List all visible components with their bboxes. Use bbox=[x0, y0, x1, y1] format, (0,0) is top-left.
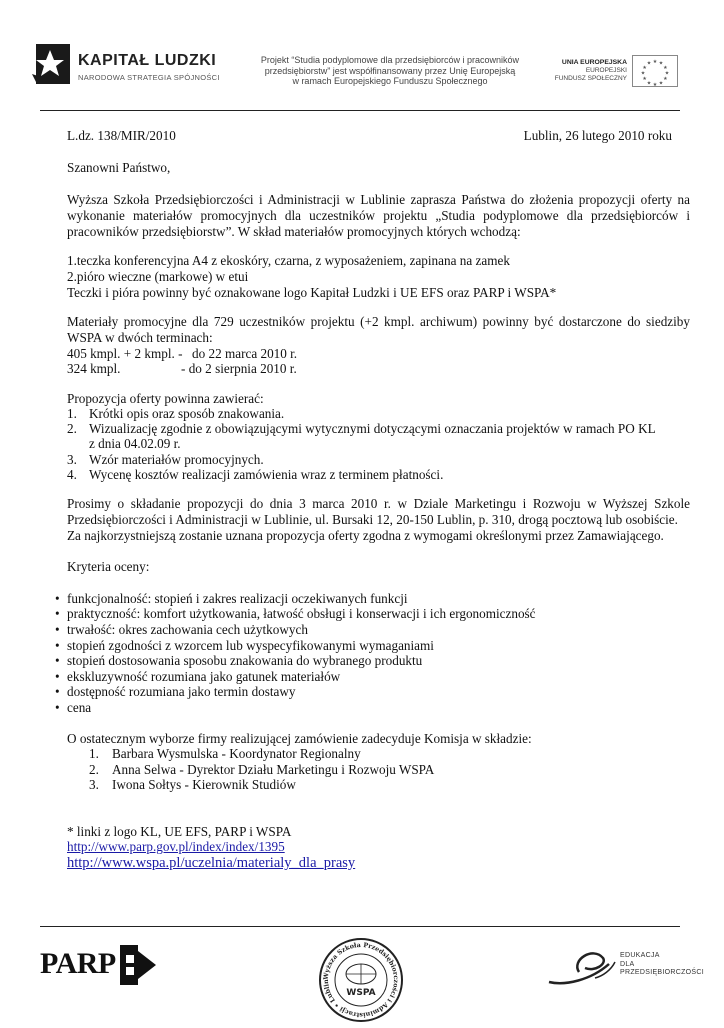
svg-text:★: ★ bbox=[640, 70, 646, 77]
eu-line: EUROPEJSKI bbox=[585, 67, 627, 74]
edukacja-text bbox=[620, 952, 704, 978]
criteria-item: • ekskluzywność rozumiana jako gatunek materiałów bbox=[67, 669, 340, 685]
term2-date: - do 2 sierpnia 2010 r. bbox=[181, 361, 297, 376]
criteria-heading: Kryteria oceny: bbox=[67, 559, 150, 574]
links-note: * linki z logo KL, UE EFS, PARP i WSPA bbox=[67, 824, 292, 839]
project-line: w ramach Europejskiego Funduszu Społecznego bbox=[292, 76, 488, 86]
offer-heading: Propozycja oferty powinna zawierać: bbox=[67, 391, 264, 406]
committee-number: 2. bbox=[89, 762, 99, 777]
svg-text:★: ★ bbox=[663, 64, 668, 71]
criteria-item: • praktyczność: komfort użytkowania, łatwość obsługi i konserwacji i ich ergonomiczność bbox=[67, 606, 536, 622]
letterhead bbox=[0, 0, 724, 110]
eu-line: UNIA EUROPEJSKA bbox=[561, 59, 627, 66]
committee-member: Anna Selwa - Dyrektor Działu Marketingu i Rozwoju WSPA bbox=[112, 762, 435, 777]
criteria-item: • funkcjonalność: stopień i zakres realizacji oczekiwanych funkcji bbox=[67, 591, 408, 607]
offer-item-number: 3. bbox=[67, 452, 77, 467]
logo-title: KAPITAŁ LUDZKI bbox=[78, 52, 217, 69]
list-item: 2.pióro wieczne (markowe) w etui bbox=[67, 269, 249, 284]
seal-center-text: WSPA bbox=[346, 988, 376, 998]
edu-line: EDUKACJA bbox=[620, 952, 660, 959]
reference-number: L.dz. 138/MIR/2010 bbox=[67, 128, 176, 143]
term1-quantity: 405 kmpl. + 2 kmpl. - bbox=[67, 346, 183, 361]
committee-heading: O ostatecznym wyborze firmy realizującej zamówienie zadecyduje Komisja w składzie: bbox=[67, 731, 532, 746]
svg-text:★: ★ bbox=[664, 70, 670, 77]
project-note bbox=[255, 55, 525, 87]
best-offer-sentence: Za najkorzystniejszą zostanie uznana propozycja oferty zgodna z wymogami określonymi przez Zamawiającego. bbox=[67, 528, 664, 543]
svg-text:★: ★ bbox=[658, 80, 664, 86]
svg-text:★: ★ bbox=[642, 64, 647, 71]
place-date: Lublin, 26 lutego 2010 roku bbox=[523, 128, 672, 143]
svg-text:★: ★ bbox=[646, 80, 652, 86]
list-item: 1.teczka konferencyjna A4 z ekoskóry, czarna, z wyposażeniem, zapinana na zamek bbox=[67, 253, 510, 268]
committee-member: Iwona Sołtys - Kierownik Studiów bbox=[112, 777, 296, 792]
offer-item-continuation: z dnia 04.02.09 r. bbox=[89, 436, 181, 451]
term2-quantity: 324 kmpl. bbox=[67, 361, 121, 376]
offer-item-number: 1. bbox=[67, 406, 77, 421]
submission-paragraph: Prosimy o składanie propozycji do dnia 3 marca 2010 r. w Dziale Marketingu i Rozwoju w Wyższej Szkole Przedsiębiorczości i Administracji w Lublinie, ul. Bursaki 12, 20-150 Lublin, p. 310, drogą pocztową lub osobiście. bbox=[67, 496, 690, 527]
svg-text:★: ★ bbox=[652, 82, 658, 86]
intro-paragraph: Wyższa Szkoła Przedsiębiorczości i Administracji w Lublinie zaprasza Państwa do złożenia propozycji oferty na wykonanie materiałów promocyjnych dla uczestników projektu „Studia podyplomowe dla przedsiębiorców i pracowników przedsiębiorstw”. W skład materiałów promocyjnych których wchodzą: bbox=[67, 192, 690, 239]
salutation: Szanowni Państwo, bbox=[67, 160, 171, 175]
parp-wordmark: PARP bbox=[40, 947, 116, 980]
project-line: przedsiębiorstw” jest współfinansowany przez Unię Europejską bbox=[264, 65, 516, 76]
offer-item: Wycenę kosztów realizacji zamówienia wraz z terminem płatności. bbox=[89, 467, 444, 482]
parp-link[interactable]: http://www.parp.gov.pl/index/index/1395 bbox=[67, 839, 285, 854]
edu-line: PRZEDSIĘBIORCZOŚCI bbox=[620, 969, 704, 976]
header-rule bbox=[40, 110, 680, 111]
committee-number: 1. bbox=[89, 746, 99, 761]
logo-subtitle: NARODOWA STRATEGIA SPÓJNOŚCI bbox=[78, 73, 220, 82]
offer-item: Wizualizację zgodnie z obowiązującymi wytycznymi dotyczącymi oznaczania projektów w ramach PO KL bbox=[89, 421, 656, 436]
edukacja-logo bbox=[545, 942, 704, 992]
offer-item: Krótki opis oraz sposób znakowania. bbox=[89, 406, 285, 421]
offer-item-number: 4. bbox=[67, 467, 77, 482]
criteria-item: • dostępność rozumiana jako termin dostawy bbox=[67, 684, 296, 700]
svg-text:★: ★ bbox=[658, 60, 664, 67]
seal-ring-text: Wyższa Szkoła Przedsiębiorczości i Administracji • Lublin bbox=[321, 940, 401, 1020]
kapital-ludzki-logo bbox=[30, 40, 230, 90]
committee-member: Barbara Wysmulska - Koordynator Regionalny bbox=[112, 746, 361, 761]
delivery-paragraph: Materiały promocyjne dla 729 uczestników projektu (+2 kmpl. archiwum) powinny być dostarczone do siedziby WSPA w dwóch terminach: bbox=[67, 314, 690, 345]
edu-line: DLA bbox=[620, 960, 635, 968]
criteria-item: • trwałość: okres zachowania cech użytkowych bbox=[67, 622, 308, 638]
offer-item-number: 2. bbox=[67, 421, 77, 436]
footer-rule bbox=[40, 926, 680, 927]
eu-label bbox=[545, 59, 627, 83]
wspa-seal-icon bbox=[318, 937, 404, 1023]
eu-line: FUNDUSZ SPOŁECZNY bbox=[554, 75, 627, 82]
parp-arrows-icon bbox=[120, 945, 158, 985]
svg-text:★: ★ bbox=[652, 59, 658, 65]
eu-flag-icon bbox=[632, 55, 678, 87]
term1-date: do 22 marca 2010 r. bbox=[192, 346, 298, 361]
svg-text:★: ★ bbox=[642, 76, 647, 83]
marking-note: Teczki i pióra powinny być oznakowane logo Kapitał Ludzki i UE EFS oraz PARP i WSPA* bbox=[67, 285, 557, 300]
svg-text:★: ★ bbox=[663, 76, 668, 83]
wspa-link[interactable]: http://www.wspa.pl/uczelnia/materialy_dla_prasy bbox=[67, 855, 356, 871]
svg-text:★: ★ bbox=[646, 60, 652, 67]
criteria-item: • cena bbox=[67, 700, 91, 716]
criteria-item: • stopień zgodności z wzorcem lub wyspecyfikowanymi wymaganiami bbox=[67, 638, 434, 654]
kapital-ludzki-star-icon bbox=[30, 40, 74, 90]
edukacja-swoosh-icon bbox=[545, 942, 617, 992]
wspa-seal bbox=[318, 937, 404, 1023]
parp-logo bbox=[40, 945, 165, 985]
committee-number: 3. bbox=[89, 777, 99, 792]
project-line: Projekt “Studia podyplomowe dla przedsiębiorców i pracowników bbox=[260, 55, 520, 65]
criteria-item: • stopień dostosowania sposobu znakowania do wybranego produktu bbox=[67, 653, 422, 669]
offer-item: Wzór materiałów promocyjnych. bbox=[89, 452, 264, 467]
